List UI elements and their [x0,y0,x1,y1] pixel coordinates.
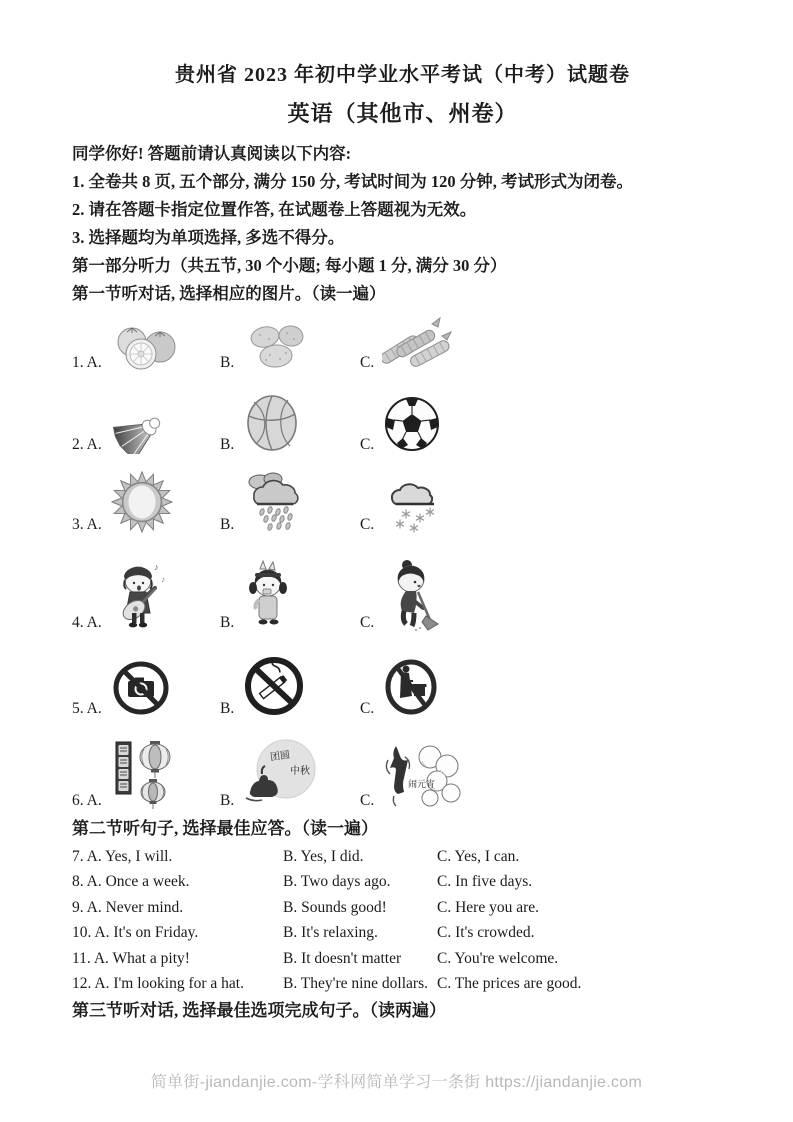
q7-option-b: B. Yes, I did. [283,848,364,865]
paper-subtitle: 英语（其他市、州卷） [287,101,518,126]
corn-image [382,316,452,372]
q10-option-c: C. It's crowded. [437,924,535,942]
q1-option-b-label: B. [220,354,235,371]
q3-option-c [360,476,733,534]
rain-cloud-image [242,470,312,534]
q1-option-c [360,316,733,372]
q8-option-c: C. In five days. [437,873,533,891]
q6-option-b-label: B. [220,792,235,809]
no-smoking-sign [242,654,306,718]
q10-option-a: 10. A. It's on Friday. [72,924,199,942]
q2-option-c-label: C. [360,436,375,453]
q6-option-c-label: C. [360,792,375,809]
q12-option-a: 12. A. I'm looking for a hat. [72,975,244,993]
picture-question-5 [72,652,733,718]
q6-option-b [220,736,360,810]
q3-option-b [220,470,360,534]
paper-title: 贵州省 2023 年初中学业水平考试（中考）试题卷 [175,64,630,86]
q5-option-c-label: C. [360,700,375,717]
soccer-ball-image [382,394,442,454]
q10-option-b: B. It's relaxing. [283,924,378,942]
q5-option-a-label: 5. A. [72,700,102,717]
picture-question-3 [72,470,733,534]
q4-option-b-label: B. [220,614,235,631]
child-sweeping-image [382,558,440,632]
shuttlecock-image [110,394,176,454]
notice-1: 1. 全卷共 8 页, 五个部分, 满分 150 分, 考试时间为 120 分钟, 考试形式为闭卷。 [72,172,633,191]
notice-3: 3. 选择题均为单项选择, 多选不得分。 [72,228,345,247]
q6-option-c [360,740,733,810]
q9-option-b: B. Sounds good! [283,898,387,916]
q1-option-a [72,320,220,372]
picture-question-2 [72,392,733,454]
q1-option-b [220,322,360,372]
no-photography-sign [110,658,172,718]
moon-text-top: 团圆 [269,749,292,764]
q12-option-c: C. The prices are good. [437,975,582,993]
greeting-line: 同学你好! 答题前请认真阅读以下内容: [72,144,352,163]
q5-option-b-label: B. [220,700,235,717]
lantern-festival-tangyuan-image [382,740,466,810]
picture-question-6 [72,734,733,810]
q8-option-b: B. Two days ago. [283,873,391,891]
response-question-8 [72,869,733,894]
q4-option-b [220,560,360,632]
q12-option-b: B. They're nine dollars. [283,975,428,993]
q7-option-a: 7. A. Yes, I will. [72,848,173,865]
q6-option-a [72,738,220,810]
section3-heading: 第三节听对话, 选择最佳选项完成句子。（读两遍） [72,1001,446,1021]
response-question-10 [72,920,733,945]
response-question-12 [72,971,733,996]
q7-option-c: C. Yes, I can. [437,848,520,865]
part1-heading: 第一部分听力（共五节, 30 个小题; 每小题 1 分, 满分 30 分） [72,256,507,275]
q8-option-a: 8. A. Once a week. [72,873,190,891]
q1-option-c-label: C. [360,354,375,371]
q6-option-a-label: 6. A. [72,792,102,809]
q5-option-c [360,656,733,718]
q2-option-b-label: B. [220,436,235,453]
picture-question-1 [72,316,733,372]
q1-option-a-label: 1. A. [72,354,102,371]
section2-heading: 第二节听句子, 选择最佳应答。（读一遍） [72,819,378,838]
q2-option-a-label: 2. A. [72,436,102,453]
q5-option-a [72,658,220,718]
q3-option-c-label: C. [360,516,375,533]
q11-option-b: B. It doesn't matter [283,949,402,967]
basketball-image [242,392,302,454]
q9-option-a: 9. A. Never mind. [72,898,184,916]
svg-text:♪: ♪ [153,562,159,572]
q3-option-a [72,470,220,534]
exam-content [72,60,733,1024]
q11-option-a: 11. A. What a pity! [72,949,190,967]
svg-text:♪: ♪ [160,575,165,584]
moon-text-bottom: 中秋 [290,766,311,777]
snow-cloud-image [382,476,446,534]
q4-option-a-label: 4. A. [72,614,102,631]
potatoes-image [242,322,312,372]
response-question-7 [72,844,733,869]
q4-option-a [72,558,220,632]
picture-question-4 [72,556,733,632]
q2-option-a [72,394,220,454]
sun-image [110,470,174,534]
section1-heading: 第一节听对话, 选择相应的图片。（读一遍） [72,284,386,303]
tomatoes-image [110,320,182,372]
q3-option-a-label: 3. A. [72,516,102,533]
child-playing-guitar-image [110,558,170,632]
q5-option-b [220,654,360,718]
response-questions [72,844,733,996]
child-in-costume-image [242,560,294,632]
response-question-11 [72,946,733,971]
mid-autumn-moon-image [242,736,322,810]
q11-option-c: C. You're welcome. [437,949,559,967]
q2-option-c [360,394,733,454]
q9-option-c: C. Here you are. [437,898,539,916]
response-question-9 [72,895,733,920]
q3-option-b-label: B. [220,516,235,533]
q4-option-c-label: C. [360,614,375,631]
spring-festival-lanterns-image [110,738,178,810]
q2-option-b [220,392,360,454]
notice-2: 2. 请在答题卡指定位置作答, 在试题卷上答题视为无效。 [72,200,477,219]
no-littering-sign [382,656,440,718]
yuanxiao-text: 闹元宵 [408,779,436,789]
q4-option-c [360,558,733,632]
watermark-text: 简单街-jiandanjie.com-学科网简单学习一条街 https://jiandanjie.com [150,1074,643,1091]
